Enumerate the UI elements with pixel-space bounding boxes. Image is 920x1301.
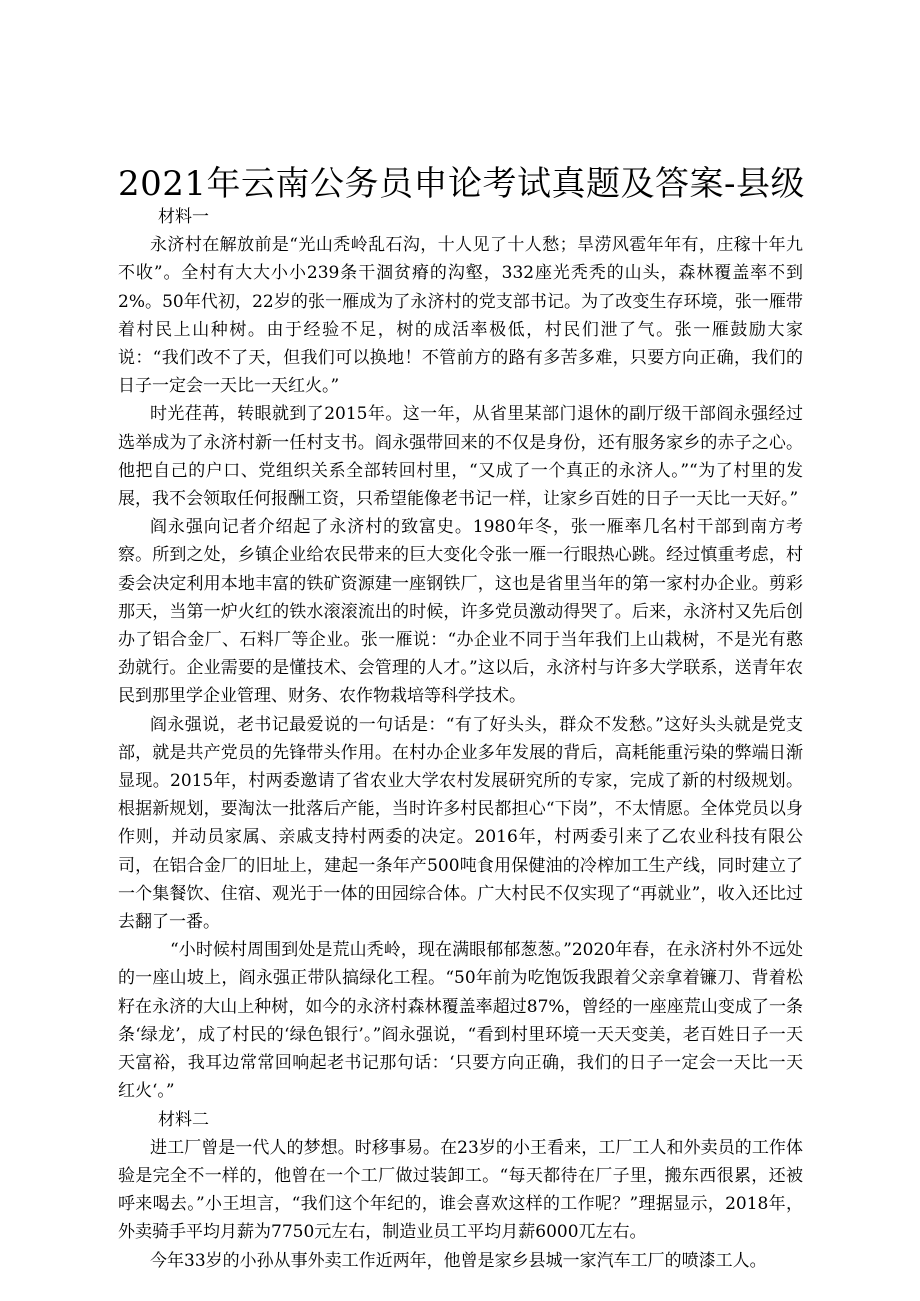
paragraph: 阎永强说，老书记最爱说的一句话是：“有了好头头，群众不发愁。”这好头头就是党支部，就是共产党员的先锋带头作用。在村办企业多年发展的背后，高耗能重污染的弊端日渐显现。2015年，村两委邀请了省农业大学农村发展研究所的专家，完成了新的村级规划。根据新规划，要淘汰一批落后产能，当时许多村民都担心“下岗”，不太情愿。全体党员以身作则，并动员家属、亲戚支持村两委的决定。2016年，村两委引来了乙农业科技有限公司，在铝合金厂的旧址上，建起一条年产500吨食用保健油的冷榨加工生产线，同时建立了一个集餐饮、住宿、观光于一体的田园综合体。广大村民不仅实现了“再就业”，收入还比过去翻了一番。	[118, 714, 803, 933]
paragraph: “小时候村周围到处是荒山秃岭，现在满眼郁郁葱葱。”2020年春，在永济村外不远处的一座山坡上，阎永强正带队搞绿化工程。“50年前为吃饱饭我跟着父亲拿着镰刀、背着松籽在永济的大山上种树，如今的永济村森林覆盖率超过87%，曾经的一座座荒山变成了一条条‘绿龙’，成了村民的‘绿色银行’。”阎永强说，“看到村里环境一天天变美，老百姓日子一天天富裕，我耳边常常回响起老书记那句话：‘只要方向正确，我们的日子一定会一天比一天红火‘。”	[118, 940, 803, 1102]
paragraph: 永济村在解放前是“光山秃岭乱石沟，十人见了十人愁；旱涝风雹年年有，庄稼十年九不收”。全村有大大小小239条干涸贫瘠的沟壑，332座光秃秃的山头，森林覆盖率不到2%。50年代初，22岁的张一雁成为了永济村的党支部书记。为了改变生存环境，张一雁带着村民上山种树。由于经验不足，树的成活率极低，村民们泄了气。张一雁鼓励大家说：“我们改不了天，但我们可以换地！不管前方的路有多苦多难，只要方向正确，我们的日子一定会一天比一天红火。”	[118, 235, 803, 397]
section-heading-material-1: 材料一	[158, 207, 209, 227]
section-heading-material-2: 材料二	[158, 1109, 209, 1130]
document-body	[118, 203, 803, 1275]
paragraph: 进工厂曾是一代人的梦想。时移事易。在23岁的小王看来，工厂工人和外卖员的工作体验是完全不一样的，他曾在一个工厂做过装卸工。“每天都待在厂子里，搬东西很累，还被呼来喝去。”小王坦言，“我们这个年纪的，谁会喜欢这样的工作呢？”理据显示，2018年，外卖骑手平均月薪为7750元左右，制造业员工平均月薪6000兀左右。	[118, 1137, 803, 1243]
paragraph: 今年33岁的小孙从事外卖工作近两年，他曾是家乡县城一家汽车工厂的喷漆工人。	[150, 1250, 767, 1271]
paragraph: 时光荏苒，转眼就到了2015年。这一年，从省里某部门退休的副厅级干部阎永强经过选举成为了永济村新一任村支书。阎永强带回来的不仅是身份，还有服务家乡的赤子之心。他把自己的户口、党组织关系全部转回村里，“又成了一个真正的永济人。”“为了村里的发展，我不会领取任何报酬工资，只希望能像老书记一样，让家乡百姓的日子一天比一天好。”	[118, 404, 803, 510]
document-title: 2021年云南公务员申论考试真题及答案-县级	[118, 164, 806, 204]
paragraph: 阎永强向记者介绍起了永济村的致富史。1980年冬，张一雁率几名村干部到南方考察。所到之处，乡镇企业给农民带来的巨大变化令张一雁一行眼热心跳。经过慎重考虑，村委会决定利用本地丰富的铁矿资源建一座钢铁厂，这也是省里当年的第一家村办企业。剪彩那天，当第一炉火红的铁水滚滚流出的时候，许多党员激动得哭了。后来，永济村又先后创办了铝合金厂、石料厂等企业。张一雁说：“办企业不同于当年我们上山栽树，不是光有憨劲就行。企业需要的是懂技术、会管理的人才。”这以后，永济村与许多大学联系，送青年农民到那里学企业管理、财务、农作物栽培等科学技术。	[118, 517, 803, 707]
